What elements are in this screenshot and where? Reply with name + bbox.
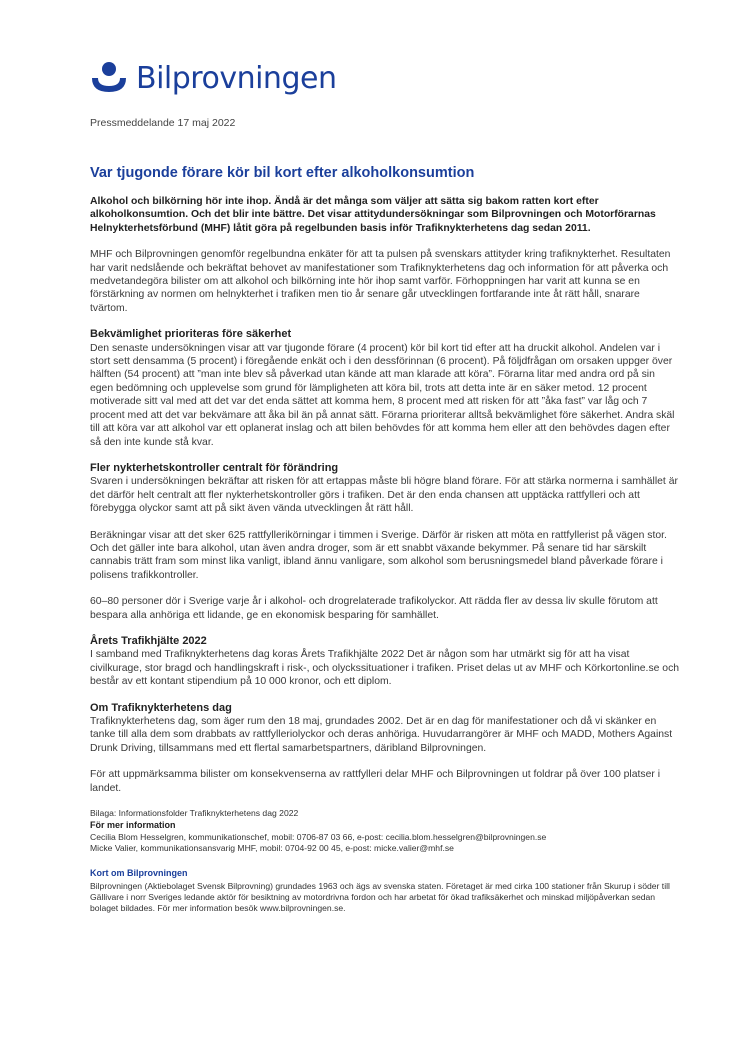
headline: Var tjugonde förare kör bil kort efter alkoholkonsumtion <box>90 165 475 181</box>
intro-paragraph: MHF och Bilprovningen genomför regelbundna enkäter för att ta pulsen på svenskars attityder kring trafiknykterhet. Resultaten har varit nedslående och bekräftat behovet av manifestationer som Trafiknykterhetens dag och information för att påverka och medvetandegöra bilister om att alkohol och bilkörning inte hör ihop samt varför. Förhoppningen har varit att kunna se en förstärkning av normen om helnykterhet i trafiken men tio år senare går utvecklingen fortfarande inte åt rätt håll, snarare tvärtom. <box>90 249 671 314</box>
press-release-date: Pressmeddelande 17 maj 2022 <box>90 117 236 129</box>
lead-paragraph: Alkohol och bilkörning hör inte ihop. Ändå är det många som väljer att sätta sig bakom ratten kort efter alkoholkonsumtion. Och det blir inte bättre. Det visar attitydundersökningar som Bilprovningen och Motorförarnas Helnykterhetsförbund (MHF) låtit göra på regelbunden basis inför Trafiknykterhetens dag sedan 2011. <box>90 196 656 234</box>
section-paragraph: 60–80 personer dör i Sverige varje år i alkohol- och drogrelaterade trafikolyckor. Att rädda fler av dessa liv skulle förutom att bespara alla anhöriga ett lidande, ge en ekonomisk besparing för samhället. <box>90 596 658 621</box>
attachment-note: Bilaga: Informationsfolder Trafiknykterhetens dag 2022 <box>90 808 299 819</box>
section-paragraph: Beräkningar visar att det sker 625 rattfyllerikörningar i timmen i Sverige. Därför är risken att möta en rattfyllerist på vägen stor. Och det gäller inte bara alkohol, utan även andra droger, som är ett snabbt växande bekymmer. På senare tid har särskilt cannabis trätt fram som minst lika vanligt, ibland ännu vanligare, som alkohol som berusningsmedel bland påverkade förare i polisens trafikkontroller. <box>90 529 667 581</box>
about-company <box>90 867 680 913</box>
about-heading: Kort om Bilprovningen <box>90 868 188 879</box>
section-paragraph: För att uppmärksamma bilister om konsekvenserna av rattfylleri delar MHF och Bilprovningen ut foldrar på över 100 platser i landet. <box>90 769 660 794</box>
section-paragraph: I samband med Trafiknykterhetens dag koras Årets Trafikhjälte 2022 Det är någon som har utmärkt sig för att ha visat civilkurage, stor bragd och handlingskraft i risk-, och olyckssituationer i trafiken. Priset delas ut av MHF och Körkortonline.se och består av ett kontant stipendium på 10 000 kronor, och ett diplom. <box>90 649 680 688</box>
person-logo-icon <box>90 61 128 95</box>
section-paragraph: Den senaste undersökningen visar att var tjugonde förare (4 procent) kör bil kort tid efter att ha druckit alkohol. Andelen var i stort sett densamma (5 procent) i föregående enkät och i den dessförinnan (6 procent). På följdfrågan om orsaken uppger över hälften (54 procent) att ”man inte blev så påverkad utan kände att man klarade att köra”. Förarna litar med andra ord på sin egen bedömning och upplevelse som grund för lämpligheten att köra bil, trots att detta inte är en säker metod. 12 procent motiverade sitt val med att det var det enda sättet att komma hem, 8 procent med att risken för att ”åka fast” var låg och 7 procent med att det var bekvämare att åka bil än på annat sätt. Förarna prioriterar alltså bekvämlighet före säkerhet. Andra skäl till att köra var att alkohol var ett oplanerat inslag och att bilen behövdes för att komma hem eller att den behövdes dagen efter så den inte kunde stå kvar. <box>90 342 675 448</box>
section-comfort <box>90 328 680 449</box>
section-paragraph: Trafiknykterhetens dag, som äger rum den 18 maj, grundades 2002. Det är en dag för manifestationer och då vi skänker en tanke till alla dem som drabbats av rattfylleriolyckor och deras anhöriga. Huvudarrangörer är MHF och MADD, Mothers Against Drunk Driving, tillsammans med ett flertal samarbetspartners, däribland Bilprovningen. <box>90 716 673 754</box>
article-body <box>90 195 680 914</box>
section-traffic-hero <box>90 635 680 689</box>
section-controls <box>90 462 680 622</box>
section-heading: Bekvämlighet prioriteras före säkerhet <box>90 328 292 341</box>
section-heading: Fler nykterhetskontroller centralt för förändring <box>90 461 339 474</box>
section-heading: Om Trafiknykterhetens dag <box>90 701 232 714</box>
section-about-day <box>90 702 680 795</box>
about-text: Bilprovningen (Aktiebolaget Svensk Bilprovning) grundades 1963 och ägs av svenska staten. Företaget är med cirka 100 stationer från Skurup i söder till Gällivare i norr Sveriges ledande aktör för besiktning av motordrivna fordon och har arbetat för ökad trafiksäkerhet och minskad miljöpåverkan sedan bolaget bildades. För mer information besök www.bilprovningen.se. <box>90 880 670 913</box>
more-info-heading: För mer information <box>90 820 176 831</box>
contact-line: Micke Valier, kommunikationsansvarig MHF, mobil: 0704-92 00 45, e-post: micke.valier@mhf.se <box>90 843 454 854</box>
brand-name: Bilprovningen <box>136 60 337 96</box>
section-heading: Årets Trafikhjälte 2022 <box>90 634 207 647</box>
more-info <box>90 819 680 854</box>
section-paragraph: Svaren i undersökningen bekräftar att risken för att ertappas måste bli högre bland förare. För att stärka normerna i samhället är det därför helt centralt att fler nykterhetskontroller görs i trafiken. Det är den enda chansen att upptäcka rattfylleri och att förebygga olyckor samt att på sikt även vända utvecklingen åt rätt håll. <box>90 476 678 515</box>
brand-logo <box>90 58 336 98</box>
contact-line: Cecilia Blom Hesselgren, kommunikationschef, mobil: 0706-87 03 66, e-post: cecilia.blom.hesselgren@bilprovningen.se <box>90 832 547 843</box>
